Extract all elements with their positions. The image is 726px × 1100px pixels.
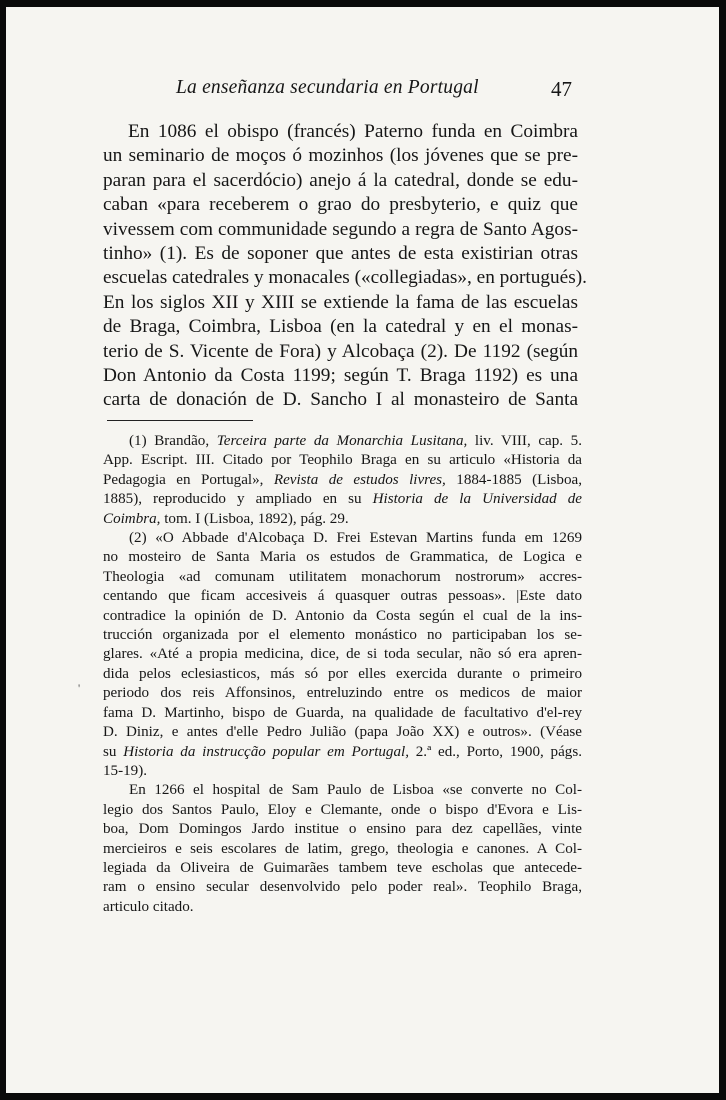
note-italic: Historia de la Universidad de [372, 491, 582, 508]
footnote-line: dida pelos eclesiasticos, más só por elles exercida durante o primeiro [103, 665, 582, 682]
footnote-line: App. Escript. III. Citado por Teophilo Braga en su articulo «Historia da [103, 452, 582, 469]
footnote-line [103, 510, 582, 529]
stray-mark: ' [78, 681, 81, 695]
footnote-line: centando que ficam accesiveis á quasquer outras pessoas». |Este dato [103, 588, 582, 605]
page-number: 47 [551, 77, 572, 101]
main-text [103, 120, 587, 413]
footnote-2 [103, 529, 582, 781]
footnote-line: articulo citado. [103, 898, 194, 915]
note-text: 1885), reproducido y ampliado en su [103, 491, 373, 508]
footnote-1 [103, 432, 582, 529]
footnote-line: glares. «Até a propia medicina, dice, de si toda secular, não só era apren- [103, 646, 582, 663]
footnote-line: legiada da Oliveira de Guimarães tambem teve escholas que antecede- [103, 859, 582, 876]
footnote-line: fama D. Martinho, bispo de Guarda, na qualidade de facultativo d'el-rey [103, 704, 582, 721]
footnote-separator [107, 420, 253, 421]
footnote-line: legio dos Santos Paulo, Eloy e Clemante, onde o bispo d'Evora e Lis- [103, 801, 582, 818]
book-page [6, 7, 719, 1093]
footnote-line [103, 471, 582, 490]
main-line: terio de S. Vicente de Fora) y Alcobaça (2). De 1192 (según [103, 340, 578, 362]
main-line: En los siglos XII y XIII se extiende la fama de las escuelas [103, 291, 578, 313]
note-text: tom. I (Lisboa, 1892), pág. 29. [160, 510, 349, 527]
footnote-line: 15-19). [103, 762, 148, 779]
main-line: paran para el sacerdócio) anejo á la catedral, donde se edu- [103, 169, 578, 191]
main-line: escuelas catedrales y monacales («collegiadas», en portugués). [103, 267, 587, 289]
note-text: 2.ª ed., Porto, 1900, págs. [409, 743, 582, 760]
main-line: Don Antonio da Costa 1199; según T. Braga 1192) es una [103, 365, 578, 387]
main-line: carta de donación de D. Sancho I al monasteiro de Santa [103, 389, 578, 411]
footnote-line: boa, Dom Domingos Jardo institue o ensino para dez capellães, vinte [103, 821, 582, 838]
footnote-line: no mosteiro de Santa Maria os estudos de Grammatica, de Logica e [103, 549, 582, 566]
main-line: tinho» (1). Es de soponer que antes de esta existirian otras [103, 243, 578, 265]
note-italic: Terceira parte da Monarchia Lusitana, [216, 433, 468, 449]
footnote-line: ram o ensino secular desenvolvido pelo poder real». Teophilo Braga, [103, 879, 582, 896]
footnote-line: D. Diniz, e antes d'elle Pedro Julião (papa João XX) e outros». (Véase [103, 724, 582, 741]
footnote-line: Theologia «ad comunam utilitatem monachorum nostrorum» accres- [103, 568, 582, 585]
main-line: de Braga, Coimbra, Lisboa (en la catedral y en el monas- [103, 316, 578, 338]
note-text: (1) Brandão, [129, 433, 217, 449]
footnote-continuation [103, 781, 582, 917]
footnote-line: (2) «O Abbade d'Alcobaça D. Frei Estevan Martins funda em 1269 [129, 530, 582, 547]
footnote-line: contradice la opinión de D. Antonio da Costa según el cual de la ins- [103, 607, 582, 624]
main-line: caban «para receberem o grao do presbyterio, e quiz que [103, 194, 578, 216]
note-italic: Revista de estudos livres, [273, 471, 446, 488]
note-text: su [103, 743, 124, 760]
footnote-line: trucción organizada por el elemento monástico no participaban los se- [103, 627, 582, 644]
note-italic: Historia da instrucção popular em Portugal, [123, 743, 409, 760]
footnote-line [103, 490, 582, 509]
note-text: Pedagogia en Portugal», [103, 471, 274, 488]
footnote-line [103, 432, 582, 451]
main-line: En 1086 el obispo (francés) Paterno funda en Coimbra [128, 121, 578, 142]
footnote-line: mercieiros e seis escolares de latim, grego, theologia e canones. A Col- [103, 840, 582, 857]
footnotes [103, 432, 582, 917]
running-title: La enseñanza secundaria en Portugal [176, 77, 479, 98]
footnote-line: periodo dos reis Affonsinos, entreluzindo entre os medicos de maior [103, 685, 582, 702]
main-line: vivessem com communidade segundo a regra de Santo Agos- [103, 218, 578, 240]
main-line: un seminario de moços ó mozinhos (los jóvenes que se pre- [103, 145, 578, 167]
note-italic: Coimbra, [103, 510, 161, 527]
page-header [6, 77, 719, 107]
note-text: 1884-1885 (Lisboa, [445, 471, 582, 488]
footnote-line [103, 743, 582, 762]
note-text: liv. VIII, cap. 5. [467, 433, 582, 449]
footnote-line: En 1266 el hospital de Sam Paulo de Lisboa «se converte no Col- [129, 782, 582, 799]
